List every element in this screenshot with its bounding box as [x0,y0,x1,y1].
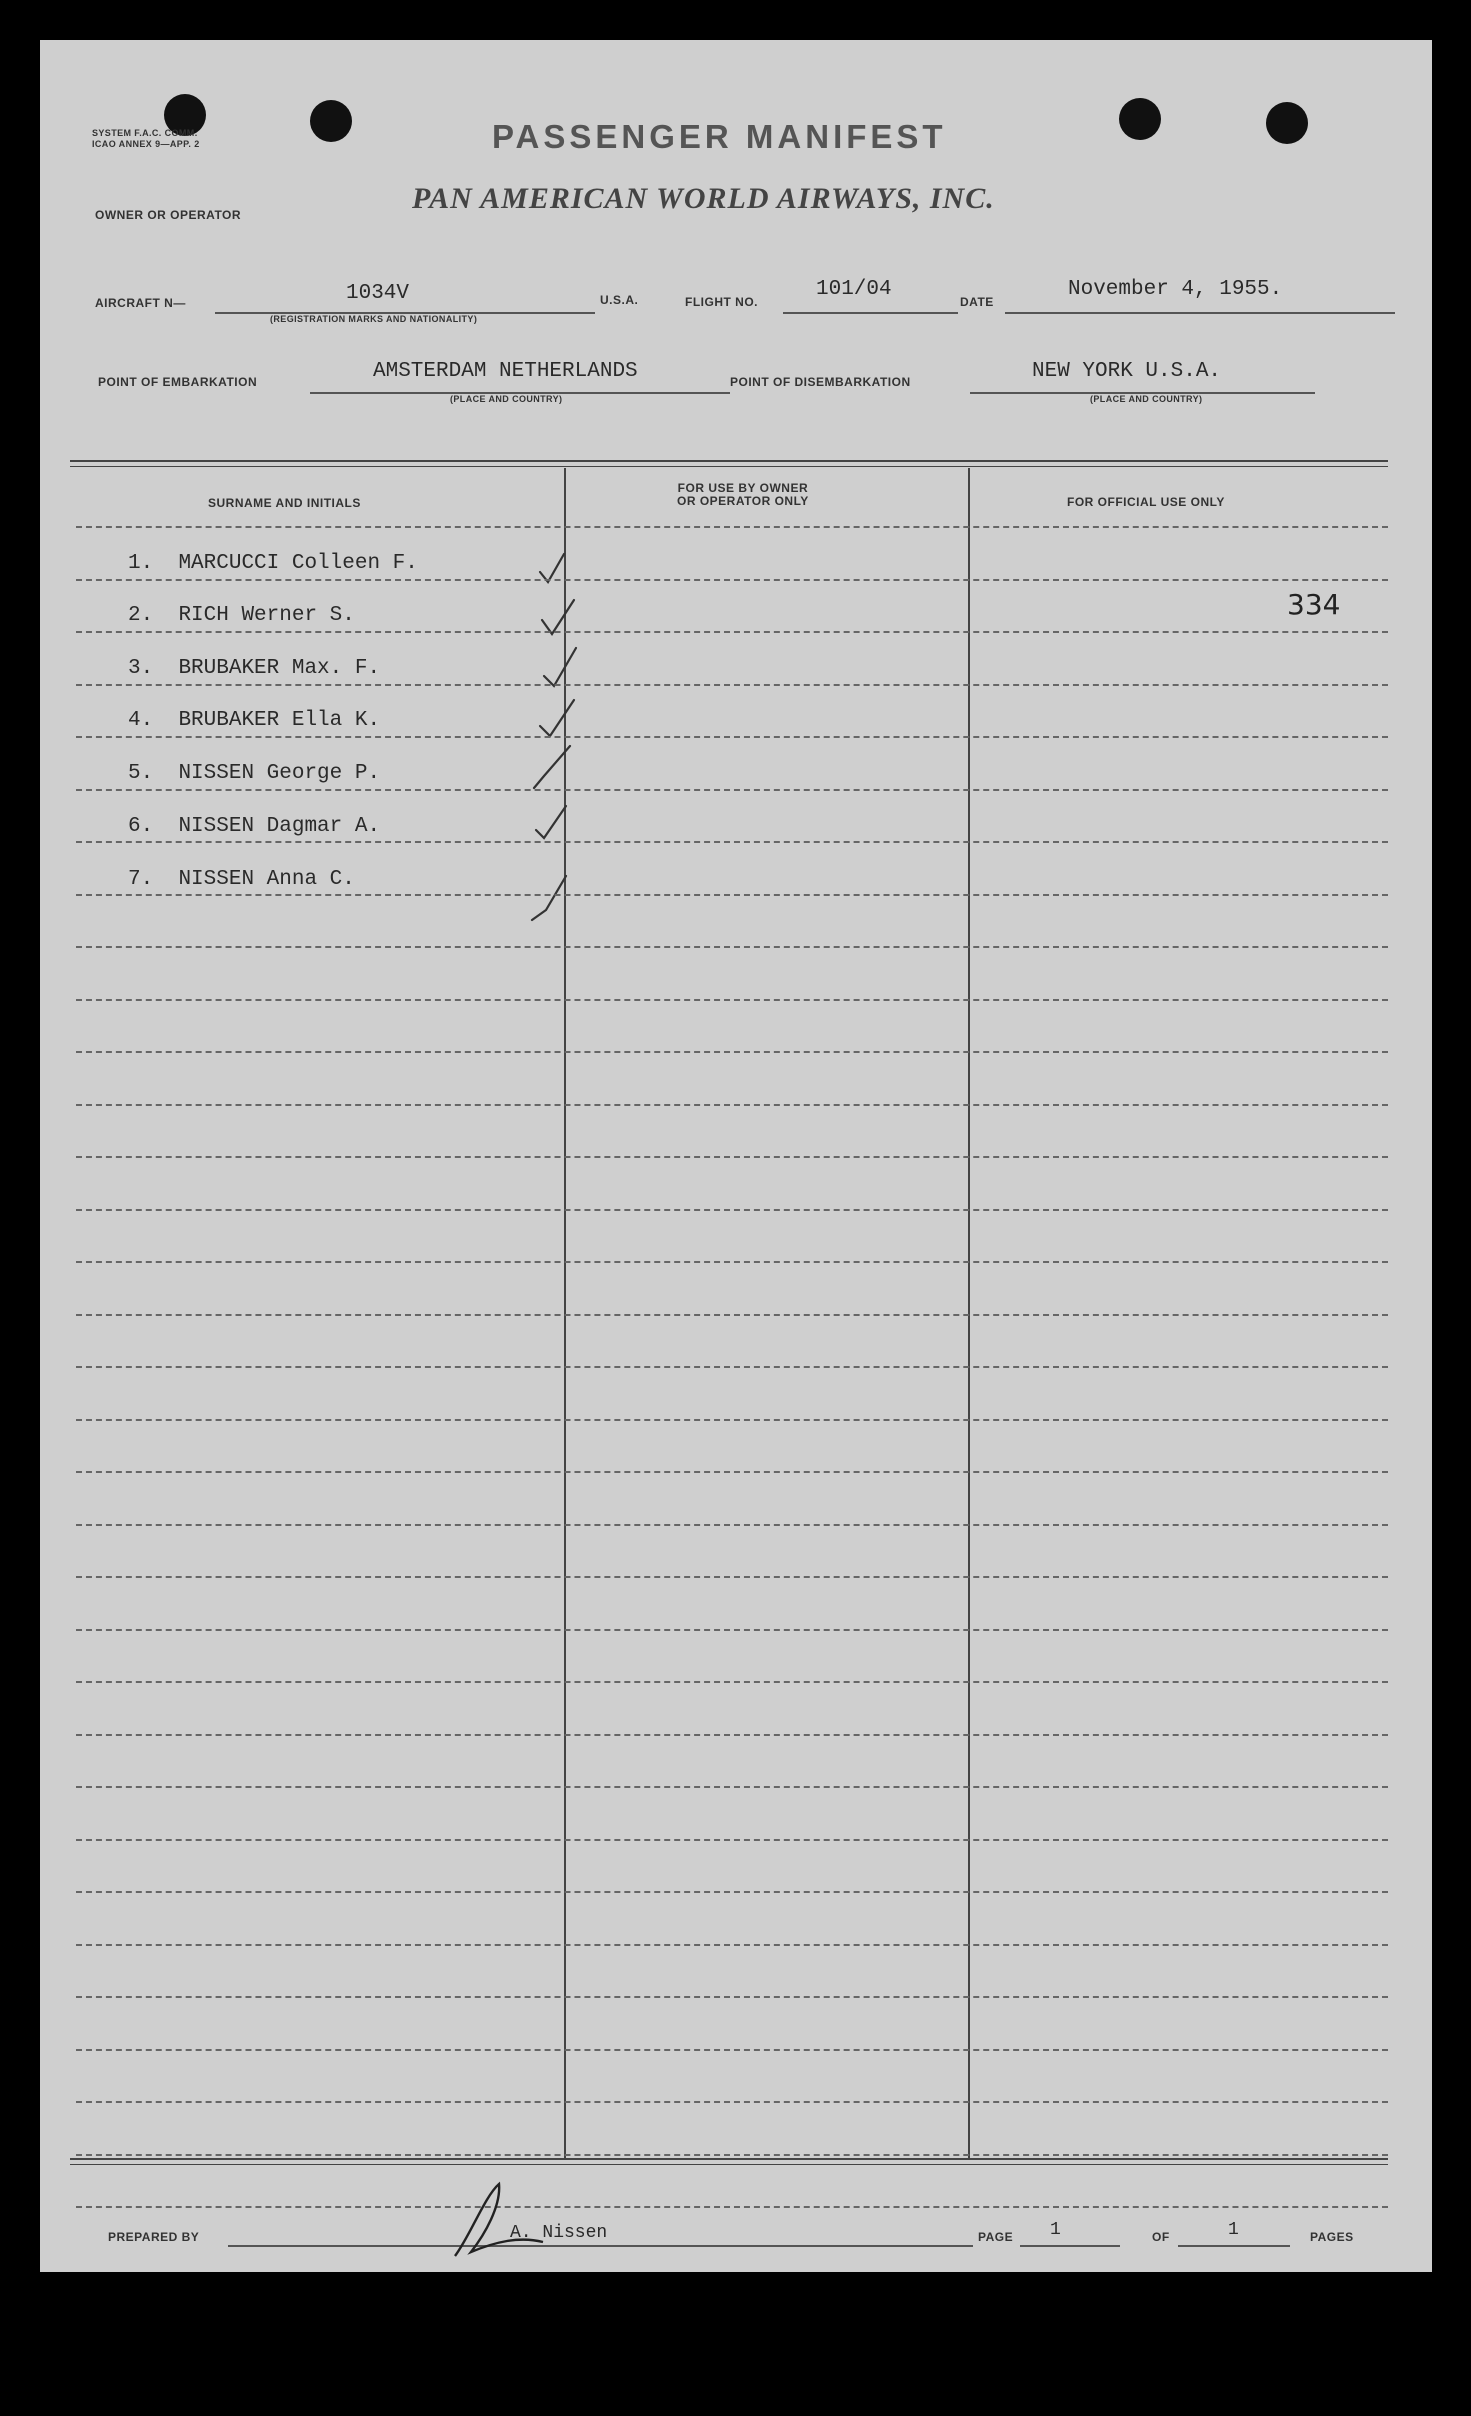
aircraft-label: AIRCRAFT N— [95,296,186,310]
flight-label: FLIGHT NO. [685,295,758,309]
row-rule [76,1156,1388,1158]
row-rule [76,631,1388,633]
row-rule [76,736,1388,738]
row-rule [76,1104,1388,1106]
of-value: 1 [1228,2220,1239,2240]
signature-mark [435,2176,555,2266]
nationality: U.S.A. [600,293,639,307]
row-rule [76,894,1388,896]
row-rule [76,1314,1388,1316]
official-note: 334 [1287,588,1341,621]
check-icon [544,648,576,686]
disembarkation-label: POINT OF DISEMBARKATION [730,375,911,389]
row-rule [76,1629,1388,1631]
check-marks [530,540,610,930]
embarkation-value: AMSTERDAM NETHERLANDS [373,360,638,383]
check-icon [542,600,574,634]
manifest-document [40,40,1432,2272]
date-value: November 4, 1955. [1068,278,1283,301]
row-rule [76,789,1388,791]
row-rule [76,1524,1388,1526]
row-rule [76,1944,1388,1946]
of-label: OF [1152,2230,1170,2244]
row-rule [76,1366,1388,1368]
row-rule [76,684,1388,686]
embarkation-label: POINT OF EMBARKATION [98,375,258,389]
row-rule [76,1051,1388,1053]
row-rule [76,1261,1388,1263]
row-rule [76,2154,1388,2156]
aircraft-sublabel: (REGISTRATION MARKS AND NATIONALITY) [270,314,478,324]
prepared-value: A. Nissen [510,2223,608,2243]
check-icon [540,700,574,736]
check-icon [536,806,566,838]
prepared-label: PREPARED BY [108,2230,200,2244]
owner-value: PAN AMERICAN WORLD AIRWAYS, INC. [412,182,995,215]
flight-value: 101/04 [816,278,892,301]
row-rule [76,1471,1388,1473]
owner-label: OWNER OR OPERATOR [95,208,242,222]
page-value: 1 [1050,2220,1061,2240]
row-rule [76,1576,1388,1578]
row-rule [76,841,1388,843]
row-rule [76,999,1388,1001]
row-rule [76,2101,1388,2103]
row-rule [76,1419,1388,1421]
col-header-official: FOR OFFICIAL USE ONLY [1067,495,1225,509]
punch-hole [1266,102,1308,144]
check-icon [532,876,566,920]
row-rule [76,1891,1388,1893]
row-rule [76,1209,1388,1211]
page-label: PAGE [978,2230,1014,2244]
row-rule [76,1996,1388,1998]
col-header-owner: FOR USE BY OWNER OR OPERATOR ONLY [677,481,809,508]
page-title: PASSENGER MANIFEST [492,118,947,155]
row-rule [76,1839,1388,1841]
table-row: 1. MARCUCCI Colleen F. [128,552,418,575]
row-rule [76,2206,1388,2208]
table-row: 2. RICH Werner S. [128,604,355,627]
table-row: 7. NISSEN Anna C. [128,868,355,891]
embarkation-sublabel: (PLACE AND COUNTRY) [450,394,563,404]
date-label: DATE [960,295,994,309]
row-rule [76,1786,1388,1788]
table-row: 4. BRUBAKER Ella K. [128,709,381,732]
pages-label: PAGES [1310,2230,1354,2244]
table-row: 5. NISSEN George P. [128,762,381,785]
col-header-surname: SURNAME AND INITIALS [208,496,361,510]
row-rule [76,1681,1388,1683]
disembarkation-value: NEW YORK U.S.A. [1032,360,1222,383]
check-icon [534,746,570,788]
table-row: 3. BRUBAKER Max. F. [128,657,381,680]
row-rule [76,946,1388,948]
punch-hole [1119,98,1161,140]
form-reference: SYSTEM F.A.C. COMM. ICAO ANNEX 9—APP. 2 [92,128,200,149]
row-rule [76,579,1388,581]
punch-hole [310,100,352,142]
table-row: 6. NISSEN Dagmar A. [128,815,381,838]
disembarkation-sublabel: (PLACE AND COUNTRY) [1090,394,1203,404]
aircraft-value: 1034V [346,282,410,305]
row-rule [76,1734,1388,1736]
row-rule [76,526,1388,528]
row-rule [76,2049,1388,2051]
